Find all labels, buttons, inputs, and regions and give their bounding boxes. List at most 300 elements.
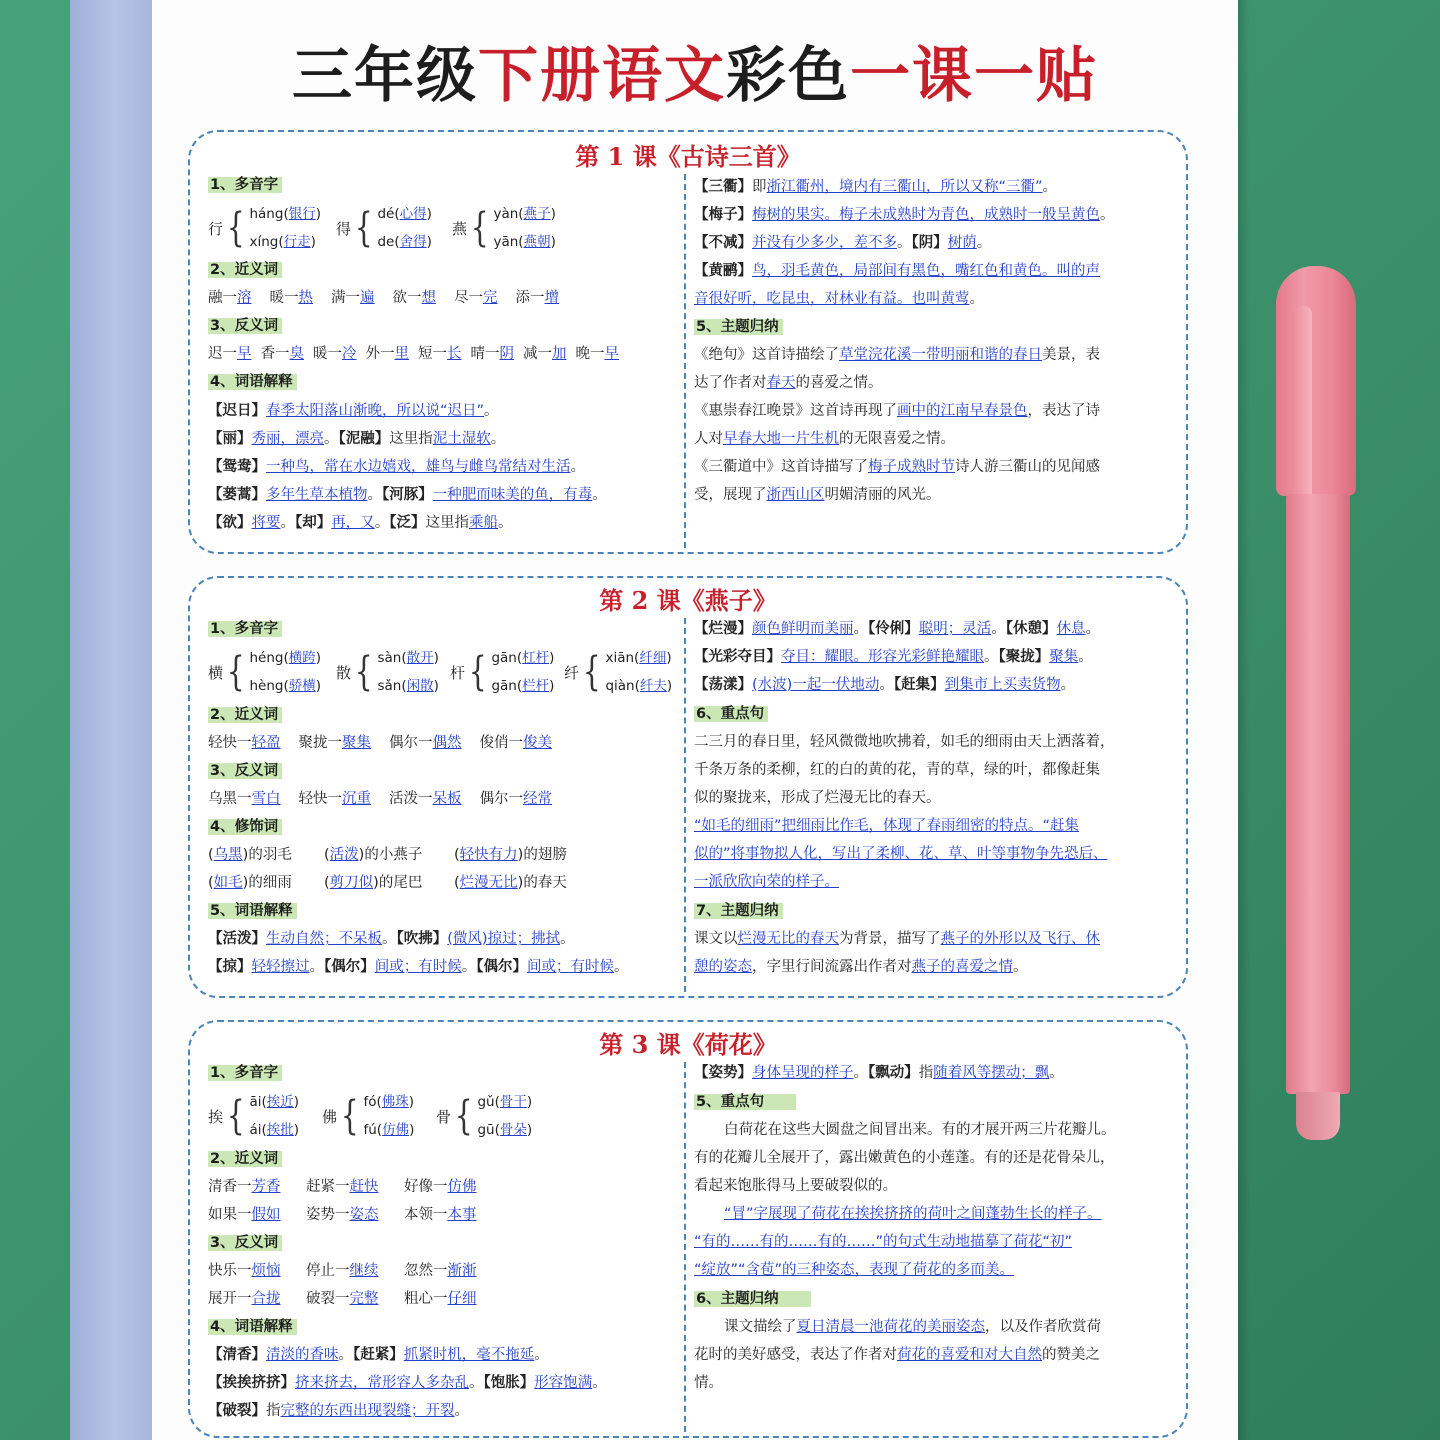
- definition: 颜色鲜明而美丽: [752, 621, 854, 637]
- synonym-row: [208, 1204, 477, 1226]
- term: 【欲】: [208, 515, 252, 531]
- pinyin: yàn: [493, 206, 519, 222]
- section-heading: 6、重点句: [694, 706, 768, 722]
- antonym: 长: [447, 346, 462, 362]
- word: 添一: [515, 290, 545, 306]
- section-heading: 2、近义词: [208, 707, 282, 723]
- section-heading: 3、反义词: [208, 763, 282, 779]
- blue-folder-edge: [70, 0, 160, 1440]
- section-heading: 3、反义词: [208, 318, 282, 334]
- word: 暖一: [313, 346, 342, 362]
- polyphone-word: 舍得: [399, 234, 427, 250]
- text: 情。: [694, 1375, 723, 1391]
- punct: 。: [592, 487, 607, 503]
- analysis-line: [694, 1231, 1072, 1253]
- antonym: 雪白: [251, 791, 281, 807]
- punct: 。: [879, 677, 894, 693]
- word: 减一: [523, 346, 552, 362]
- text: 指: [266, 1403, 281, 1419]
- text: 白荷花在这些大圆盘之间冒出来。有的才展开两三片花瓣儿。: [724, 1122, 1116, 1138]
- term: 【迟日】: [208, 403, 266, 419]
- key-sentence-line: [694, 759, 1100, 781]
- definition: 生动自然；不呆板: [266, 931, 382, 947]
- text: 人对: [694, 431, 723, 447]
- term: 【蒌蒿】: [208, 487, 266, 503]
- definition: 并没有少多少，差不多: [752, 235, 897, 251]
- punct: 。: [498, 515, 513, 531]
- polyphone-char: 燕: [452, 219, 468, 238]
- term: 【掠】: [208, 959, 252, 975]
- worksheet-page: [152, 0, 1238, 1440]
- term: 【挨挨挤挤】: [208, 1375, 295, 1391]
- word: 迟一: [208, 346, 237, 362]
- summary-line: [694, 1316, 1101, 1338]
- definition: 清淡的香味: [266, 1347, 339, 1363]
- definition: 一种肥而味美的鱼，有毒: [432, 487, 593, 503]
- term: 【丽】: [208, 431, 252, 447]
- synonym: 芳香: [251, 1179, 281, 1195]
- term: 【不减】: [694, 235, 752, 251]
- punct: 。: [461, 959, 477, 975]
- polyphone-word: 燕子: [523, 206, 551, 222]
- antonym: 仔细: [447, 1291, 477, 1307]
- section-heading: 5、词语解释: [208, 903, 297, 919]
- pinyin: de: [377, 234, 395, 250]
- section-heading: 3、反义词: [208, 1235, 282, 1251]
- text: ，表达了诗: [1027, 403, 1100, 419]
- antonym: 合拢: [251, 1291, 281, 1307]
- polyphone-word: 横跨: [288, 650, 316, 666]
- polyphone-word: 银行: [288, 206, 316, 222]
- definition: 间或；有时候: [374, 959, 462, 975]
- antonym: 早: [237, 346, 252, 362]
- text: 的羽毛: [248, 847, 292, 863]
- antonym: 阴: [499, 346, 514, 362]
- term: 【梅子】: [694, 207, 752, 223]
- punct: 。: [309, 959, 324, 975]
- summary-line: [694, 1372, 723, 1394]
- lesson-1-heading: 第 1 课《古诗三首》: [575, 142, 801, 171]
- term: 【河豚】: [382, 487, 433, 503]
- word: 暖一: [269, 290, 299, 306]
- word: 聚拢一: [298, 735, 342, 751]
- antonym: 冷: [342, 346, 357, 362]
- antonym: 渐渐: [447, 1263, 477, 1279]
- analysis-line: [694, 871, 839, 893]
- antonym-row: [208, 788, 552, 810]
- word: 尽一: [454, 290, 483, 306]
- brace-icon: {: [354, 649, 373, 695]
- definition: 音很好听，吃昆虫，对林业有益。也叫黄莺: [694, 291, 970, 307]
- paper-shadow: [1236, 0, 1250, 1440]
- polyphone-char: 得: [336, 219, 352, 238]
- term: 【泥融】: [338, 431, 390, 447]
- definition-line: [694, 204, 1115, 226]
- term: 【清香】: [208, 1347, 266, 1363]
- definition: 挤来挤去，常形容人多杂乱: [295, 1375, 469, 1391]
- definition-line: [694, 674, 1075, 696]
- term: 【姿势】: [694, 1065, 752, 1081]
- polyphone-group: 横 { héng(横跨) hèng(骄横): [208, 649, 322, 695]
- punct: 。: [1100, 207, 1115, 223]
- text: 这里指: [389, 431, 433, 447]
- definition-line: [694, 260, 1100, 282]
- pinyin: yān: [493, 234, 519, 250]
- summary-line: [694, 456, 1100, 478]
- word: 赶紧一: [306, 1179, 350, 1195]
- definition: 一种鸟，常在水边嬉戏，雄鸟与雌鸟常结对生活: [266, 459, 571, 475]
- synonym: 想: [421, 290, 436, 306]
- word: 如果一: [208, 1207, 252, 1223]
- term: 【却】: [295, 515, 332, 531]
- definition: 鸟，羽毛黄色，局部间有黑色，嘴红色和黄色。叫的声: [752, 263, 1100, 279]
- term: 【赶集】: [893, 677, 945, 693]
- synonym-row: [208, 732, 552, 754]
- polyphone-word: 骨朵: [499, 1122, 527, 1138]
- brace-icon: {: [470, 205, 489, 251]
- polyphone-group: 杆 { gān(杠杆) gān(栏杆): [450, 649, 555, 695]
- pinyin: hèng: [249, 678, 284, 694]
- antonym: 继续: [349, 1263, 379, 1279]
- definition: 多年生草本植物: [266, 487, 368, 503]
- antonym-row: [208, 1260, 477, 1282]
- pinyin: ái: [249, 1122, 262, 1138]
- brace-icon: {: [226, 649, 245, 695]
- text: 《惠崇春江晚景》这首诗再现了: [694, 403, 897, 419]
- punct: 。: [324, 431, 339, 447]
- pinyin: xíng: [249, 234, 279, 250]
- word: 停止一: [306, 1263, 350, 1279]
- word: 外一: [365, 346, 395, 362]
- definition: 聚集: [1049, 649, 1079, 665]
- definition-line: [694, 232, 991, 254]
- text: 的无限喜爱之情。: [839, 431, 955, 447]
- synonym: 遍: [360, 290, 375, 306]
- term: 【活泼】: [208, 931, 266, 947]
- term: 【偶尔】: [324, 959, 375, 975]
- polyphone-char: 横: [208, 663, 224, 682]
- punct: 。: [592, 1375, 607, 1391]
- text: 课文描绘了: [724, 1319, 797, 1335]
- antonym: 臭: [289, 346, 304, 362]
- highlight: 憩的姿态: [694, 959, 752, 975]
- punct: 。: [853, 621, 868, 637]
- analysis-line: [694, 1259, 1014, 1281]
- highlight: 荷花的喜爱和对大自然: [897, 1347, 1042, 1363]
- text: 。: [1013, 959, 1028, 975]
- punct: 。: [853, 1065, 868, 1081]
- pinyin: sàn: [377, 650, 402, 666]
- text: 花时的美好感受，表达了作者对: [694, 1347, 897, 1363]
- antonym: 里: [394, 346, 409, 362]
- polyphone-word: 纤夫: [639, 678, 667, 694]
- pinyin: sǎn: [377, 678, 402, 694]
- pinyin: fó: [363, 1094, 377, 1110]
- definition: (微风)掠过；拂拭: [447, 931, 561, 947]
- word: 破裂一: [306, 1291, 350, 1307]
- polyphone-group: 佛 { fó(佛珠) fú(仿佛): [322, 1093, 415, 1139]
- highlight: 早春大地一片生机: [723, 431, 839, 447]
- definition: 聪明；灵活: [918, 621, 992, 637]
- word: 本领一: [404, 1207, 448, 1223]
- analysis-line: [694, 1203, 1102, 1225]
- punct: 。: [338, 1347, 353, 1363]
- lesson-3-card: [188, 1020, 1188, 1438]
- polyphone-word: 散开: [406, 650, 434, 666]
- text: 美景，表: [1042, 347, 1100, 363]
- brace-icon: {: [226, 1093, 245, 1139]
- synonym: 本事: [447, 1207, 477, 1223]
- antonym: 完整: [349, 1291, 379, 1307]
- text: 的春天: [523, 875, 567, 891]
- polyphone-char: 纤: [564, 663, 580, 682]
- term: 【休憩】: [1005, 621, 1057, 637]
- summary-line: [694, 372, 883, 394]
- polyphone-group: 燕 { yàn(燕子) yān(燕朝): [452, 205, 556, 251]
- word: 忽然一: [404, 1263, 448, 1279]
- text: 课文以: [694, 931, 738, 947]
- pinyin: gān: [491, 678, 517, 694]
- polyphone-char: 挨: [208, 1107, 224, 1126]
- term: 【烂漫】: [694, 621, 752, 637]
- text: 看起来饱胀得马上要破裂似的。: [694, 1178, 897, 1194]
- word: 姿势一: [306, 1207, 350, 1223]
- punct: 。: [984, 649, 999, 665]
- word: 短一: [418, 346, 447, 362]
- lesson-3-heading: 第 3 课《荷花》: [599, 1030, 777, 1059]
- definition: 休息: [1056, 621, 1086, 637]
- lesson-2-divider: [684, 618, 686, 992]
- polyphone-group: 纤 { xiān(纤细) qiàn(纤夫): [564, 649, 673, 695]
- antonym: 经常: [523, 791, 552, 807]
- polyphone-word: 杠杆: [522, 650, 550, 666]
- modifier: 活泼: [329, 847, 359, 863]
- synonym-row: [208, 1176, 477, 1198]
- polyphone-word: 闲散: [406, 678, 434, 694]
- antonym: 沉重: [342, 791, 371, 807]
- modifier: 烂漫无比: [459, 875, 518, 891]
- section-heading: 4、修饰词: [208, 819, 282, 835]
- analysis: “绽放”“含苞”的三种姿态，表现了荷花的多而美。: [694, 1262, 1015, 1278]
- summary-line: [694, 428, 955, 450]
- section-heading: 1、多音字: [208, 177, 282, 193]
- polyphone-word: 骄横: [288, 678, 316, 694]
- punct: 。: [280, 515, 295, 531]
- term: 【荡漾】: [694, 677, 752, 693]
- punct: 。: [614, 959, 629, 975]
- term: 【泛】: [389, 515, 426, 531]
- pen-tip: [1296, 1092, 1340, 1140]
- title-part-1: 三年级: [292, 41, 478, 111]
- lesson-2-heading: 第 2 课《燕子》: [599, 586, 777, 615]
- synonym: 完: [483, 290, 498, 306]
- summary-line: [694, 344, 1100, 366]
- pinyin: dé: [377, 206, 395, 222]
- section-heading: 4、词语解释: [208, 374, 297, 390]
- text: 为背景，描写了: [839, 931, 941, 947]
- definition-line: [694, 176, 1057, 198]
- word: 轻快一: [298, 791, 342, 807]
- pinyin: háng: [249, 206, 284, 222]
- pinyin: xiān: [605, 650, 635, 666]
- summary-line: [694, 956, 1028, 978]
- modifier: 乌黑: [213, 847, 243, 863]
- synonym: 聚集: [342, 735, 371, 751]
- summary-line: [694, 1344, 1100, 1366]
- section-heading: 5、主题归纳: [694, 319, 783, 335]
- text: 诗人游三衢山的见闻感: [955, 459, 1100, 475]
- section-heading: 6、主题归纳: [694, 1291, 783, 1307]
- polyphone-word: 仿佛: [382, 1122, 410, 1138]
- synonym: 假如: [251, 1207, 281, 1223]
- definition-line: [694, 618, 1100, 640]
- text: 的小燕子: [364, 847, 423, 863]
- word: 展开一: [208, 1291, 252, 1307]
- polyphone-group: 行 { háng(银行) xíng(行走): [208, 205, 321, 251]
- polyphone-word: 燕朝: [523, 234, 551, 250]
- term: 【飘动】: [868, 1065, 919, 1081]
- text: 的翅膀: [523, 847, 567, 863]
- text: 似的聚拢来，形成了烂漫无比的春天。: [694, 790, 941, 806]
- brace-icon: {: [454, 1093, 473, 1139]
- modifier-row: (乌黑)的羽毛 (活泼)的小燕子 (轻快有力)的翅膀: [208, 847, 567, 863]
- definition-line: [208, 456, 585, 478]
- synonym-row: [208, 287, 559, 309]
- pinyin: āi: [249, 1094, 262, 1110]
- polyphone-word: 挨批: [266, 1122, 294, 1138]
- polyphone-word: 心得: [399, 206, 427, 222]
- highlight: 浙西山区: [766, 487, 825, 503]
- definition-line: [694, 646, 1093, 668]
- definition: 到集市上买卖货物: [944, 677, 1061, 693]
- synonym: 偶然: [432, 735, 462, 751]
- synonym: 仿佛: [447, 1179, 477, 1195]
- punct: 。: [560, 931, 575, 947]
- definition: 梅树的果实。梅子未成熟时为青色，成熟时一般呈黄色: [752, 207, 1100, 223]
- antonym: 早: [604, 346, 619, 362]
- word: 香一: [260, 346, 290, 362]
- term: 【光彩夺目】: [694, 649, 781, 665]
- punct: 。: [382, 931, 397, 947]
- definition-line: [208, 1344, 549, 1366]
- text: 明媚清丽的风光。: [824, 487, 941, 503]
- antonym: 加: [552, 346, 567, 362]
- modifier-row: (如毛)的细雨 (剪刀似)的尾巴 (烂漫无比)的春天: [208, 875, 567, 891]
- text: 的赞美之: [1042, 1347, 1100, 1363]
- word: 清香一: [208, 1179, 252, 1195]
- polyphone-group: 得 { dé(心得) de(舍得): [336, 205, 432, 251]
- word: 偶尔一: [479, 791, 523, 807]
- definition: 夺目：耀眼。形容光彩鲜艳耀眼: [781, 649, 984, 665]
- word: 满一: [331, 290, 360, 306]
- antonym: 呆板: [432, 791, 462, 807]
- punct: 。: [454, 1403, 469, 1419]
- definition: 轻轻擦过: [251, 959, 310, 975]
- word: 粗心一: [404, 1291, 448, 1307]
- synonym: 赶快: [349, 1179, 379, 1195]
- definition-line: [208, 956, 629, 978]
- polyphone-word: 佛珠: [381, 1094, 409, 1110]
- synonym: 增: [544, 290, 559, 306]
- definition-line: [694, 288, 984, 310]
- text: 这里指: [425, 515, 469, 531]
- modifier: 剪刀似: [329, 875, 374, 891]
- definition: 乘船: [469, 515, 498, 531]
- text: 《绝句》这首诗描绘了: [694, 347, 839, 363]
- term: 【破裂】: [208, 1403, 266, 1419]
- punct: 。: [1085, 621, 1100, 637]
- punct: 。: [991, 621, 1006, 637]
- modifier: 如毛: [213, 875, 243, 891]
- definition: (水波)一起一伏地动: [752, 677, 880, 693]
- term: 【赶紧】: [353, 1347, 404, 1363]
- summary-line: [694, 400, 1100, 422]
- definition: 再，又: [331, 515, 375, 531]
- text: ，字里行间流露出作者对: [752, 959, 912, 975]
- brace-icon: {: [582, 649, 601, 695]
- punct: 。: [976, 235, 992, 251]
- word: 融一: [208, 290, 237, 306]
- section-heading: 2、近义词: [208, 262, 282, 278]
- definition: 浙江衢州，境内有三衢山，所以又称“三衢”: [766, 179, 1043, 195]
- word: 晴一: [470, 346, 500, 362]
- definition: 秀丽，漂亮: [251, 431, 324, 447]
- word: 轻快一: [208, 735, 252, 751]
- polyphone-char: 佛: [322, 1107, 338, 1126]
- title-part-4: 一课一贴: [850, 41, 1098, 111]
- antonym-row: [208, 1288, 477, 1310]
- synonym: 姿态: [349, 1207, 379, 1223]
- definition-line: [208, 1400, 469, 1422]
- highlight: 春天: [766, 375, 796, 391]
- polyphone-word: 挨近: [266, 1094, 294, 1110]
- synonym: 热: [298, 290, 313, 306]
- punct: 。: [367, 487, 382, 503]
- term: 【鸳鸯】: [208, 459, 266, 475]
- definition-line: [208, 1372, 607, 1394]
- definition-line: [208, 428, 505, 450]
- lesson-1-card: [188, 130, 1188, 554]
- definition: 随着风等摆动；飘: [933, 1065, 1050, 1081]
- highlight: 梅子成熟时节: [868, 459, 955, 475]
- synonym: 俊美: [523, 735, 552, 751]
- polyphone-char: 骨: [436, 1107, 452, 1126]
- term: 【聚拢】: [998, 649, 1050, 665]
- punct: 。: [1060, 677, 1076, 693]
- polyphone-word: 栏杆: [522, 678, 550, 694]
- summary-line: [694, 928, 1100, 950]
- analysis: 一派欣欣向荣的样子。: [694, 874, 839, 890]
- punct: 。: [969, 291, 984, 307]
- punct: 。: [1042, 179, 1058, 195]
- brace-icon: {: [354, 205, 373, 251]
- definition: 抓紧时机，毫不拖延: [403, 1347, 535, 1363]
- punct: 。: [484, 403, 499, 419]
- term: 【三衢】: [694, 179, 752, 195]
- definition: 春季太阳落山渐晚，所以说“迟日”: [266, 403, 485, 419]
- pinyin: qiàn: [605, 678, 635, 694]
- definition: 间或；有时候: [527, 959, 614, 975]
- antonym-row: [208, 343, 619, 365]
- text: 有的花瓣儿全展开了，露出嫩黄色的小莲蓬。有的还是花骨朵儿，: [694, 1150, 1115, 1166]
- synonym: 溶: [237, 290, 252, 306]
- brace-icon: {: [468, 649, 487, 695]
- definition: 树荫: [947, 235, 977, 251]
- text: 千条万条的柔柳，红的白的黄的花，青的草，绿的叶，都像赶集: [694, 762, 1100, 778]
- text: 《三衢道中》这首诗描写了: [694, 459, 868, 475]
- polyphone-group: 挨 { āi(挨近) ái(挨批): [208, 1093, 300, 1139]
- modifier: 轻快有力: [459, 847, 518, 863]
